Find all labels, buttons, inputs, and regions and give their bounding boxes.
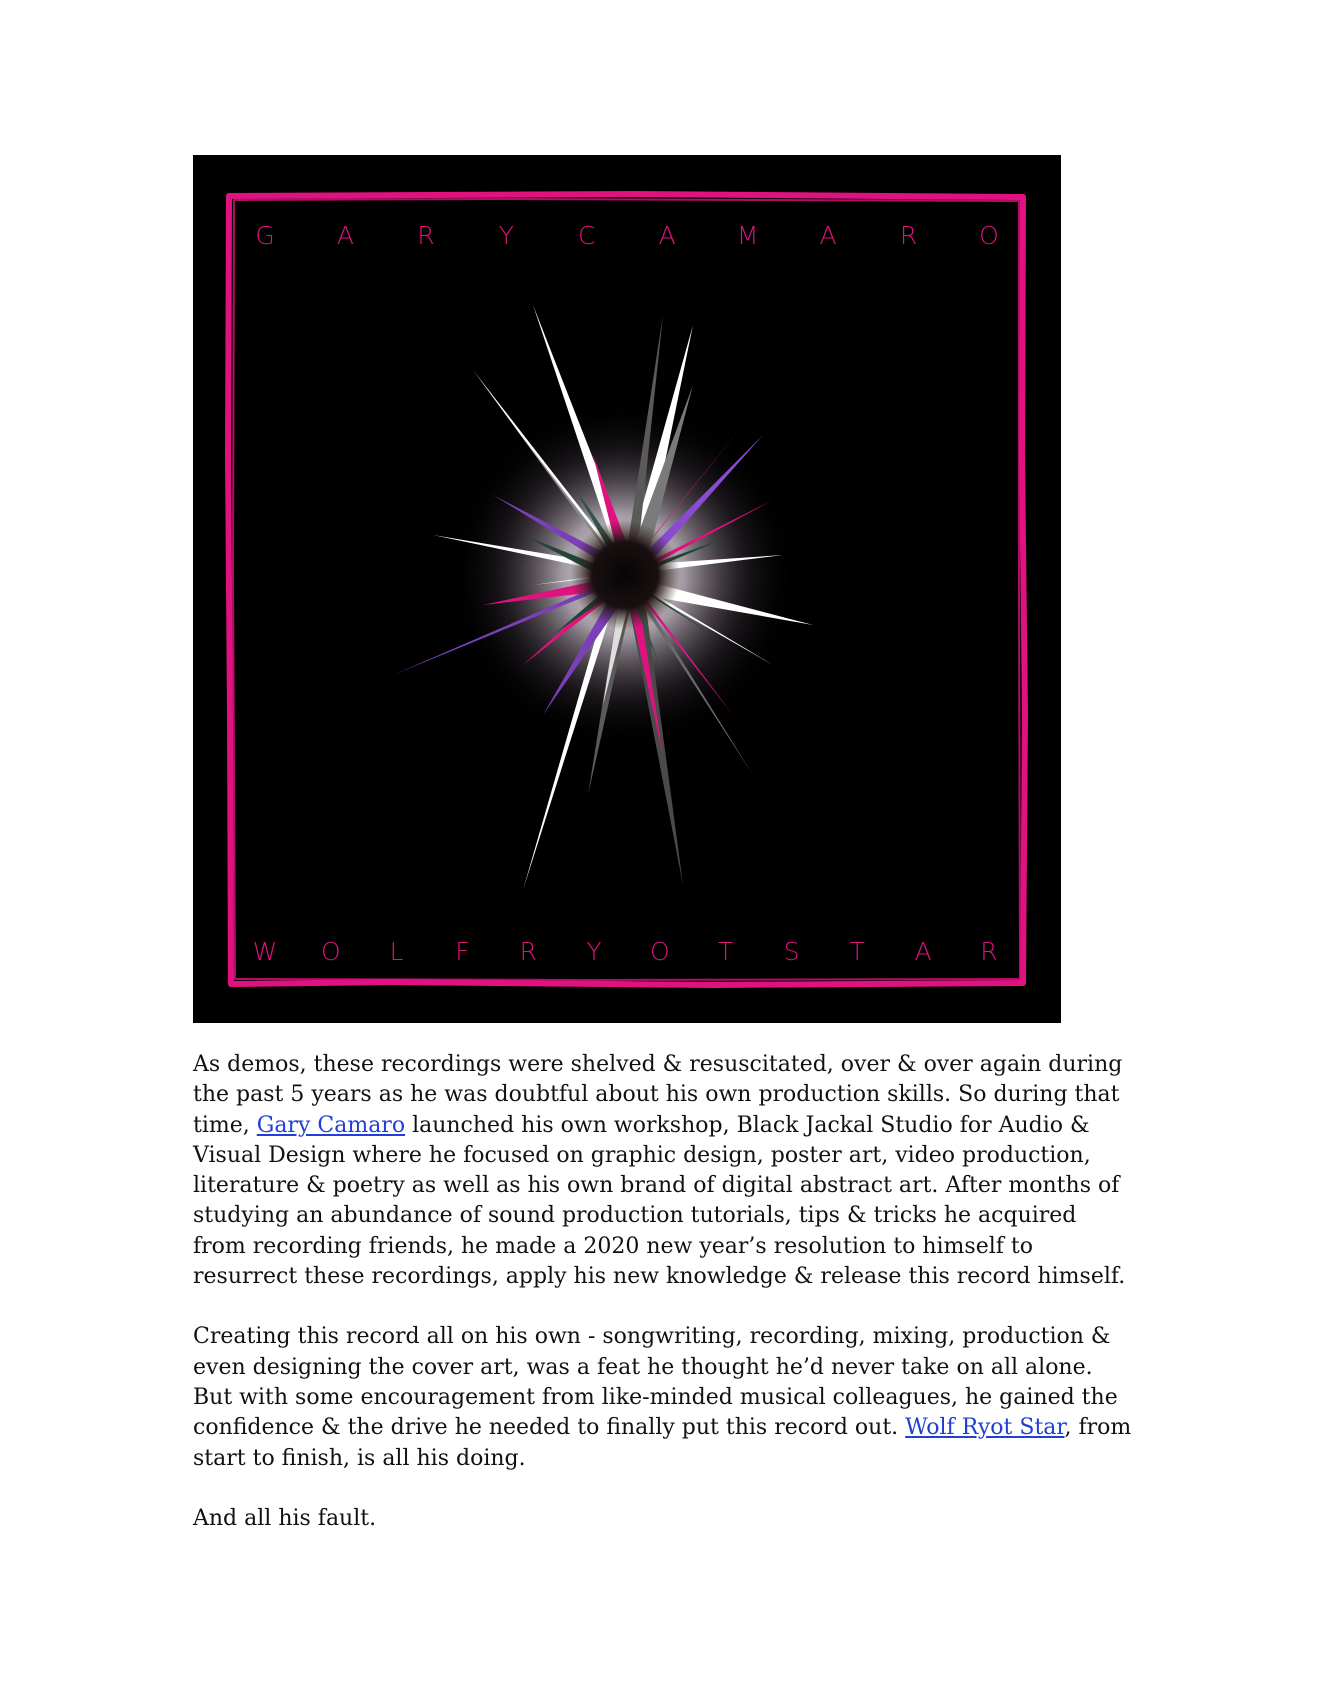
album-letter: A	[914, 937, 932, 966]
artist-letter: M	[736, 221, 759, 250]
wolf-ryot-star-link[interactable]: Wolf Ryot Star	[905, 1415, 1065, 1441]
paragraph-1-rest: launched his own workshop, Black Jackal Studio for Audio & Visual Design where he focused on graphic design, poster art, video production, literature & poetry as well as his own brand of digital abstract art. After months of studying an abundance of sound production tutorials, tips & tricks he acquired from recording friends, he made a 2020 new year’s resolution to himself to resurrect these recordings, apply his new knowledge & release this record himself.	[193, 1112, 1126, 1290]
album-letter: F	[455, 937, 470, 966]
album-title	[251, 937, 1003, 966]
cover-artwork	[193, 155, 1061, 1023]
artist-letter: Y	[498, 221, 514, 250]
artist-letter: G	[255, 221, 275, 250]
album-letter: R	[519, 937, 537, 966]
album-letter: O	[320, 937, 341, 966]
album-cover	[193, 155, 1061, 1023]
starburst-core	[570, 520, 680, 630]
artist-letter: R	[899, 221, 918, 250]
artist-letter: O	[979, 221, 999, 250]
paragraph-2-intro: Creating this record all on his own - songwriting, recording, mixing, production & even designing the cover art, was a feat he thought he’d never take on all alone. But with some encouragement from like-minded musical colleagues, he gained the confidence & the drive he needed to finally put this record out.	[193, 1324, 1118, 1441]
paragraph-1-intro: As demos, these recordings were shelved & resuscitated, over & over again during the past 5 years as he was doubtful about his own production skills. So during that time,	[193, 1052, 1123, 1138]
gary-camaro-link[interactable]: Gary Camaro	[256, 1112, 406, 1138]
album-letter: W	[252, 937, 278, 966]
artist-letter: A	[658, 221, 676, 250]
album-letter: S	[783, 937, 800, 966]
artist-name	[251, 221, 1003, 250]
paragraph-2-rest: , from start to finish, is all his doing.	[193, 1415, 1132, 1471]
artist-letter: A	[336, 221, 354, 250]
paragraph-3: And all his fault.	[193, 1505, 377, 1531]
artist-letter: R	[417, 221, 435, 250]
paragraph-2	[193, 1322, 1133, 1473]
album-letter: L	[389, 937, 404, 966]
paragraph-1	[193, 1050, 1133, 1292]
album-letter: T	[718, 937, 734, 966]
artist-letter: A	[819, 221, 837, 250]
album-letter: R	[980, 937, 998, 966]
album-letter: T	[849, 937, 865, 966]
artist-letter: C	[578, 221, 596, 250]
album-letter: O	[650, 937, 670, 966]
body-text	[193, 1050, 1133, 1564]
album-letter: Y	[586, 937, 602, 966]
